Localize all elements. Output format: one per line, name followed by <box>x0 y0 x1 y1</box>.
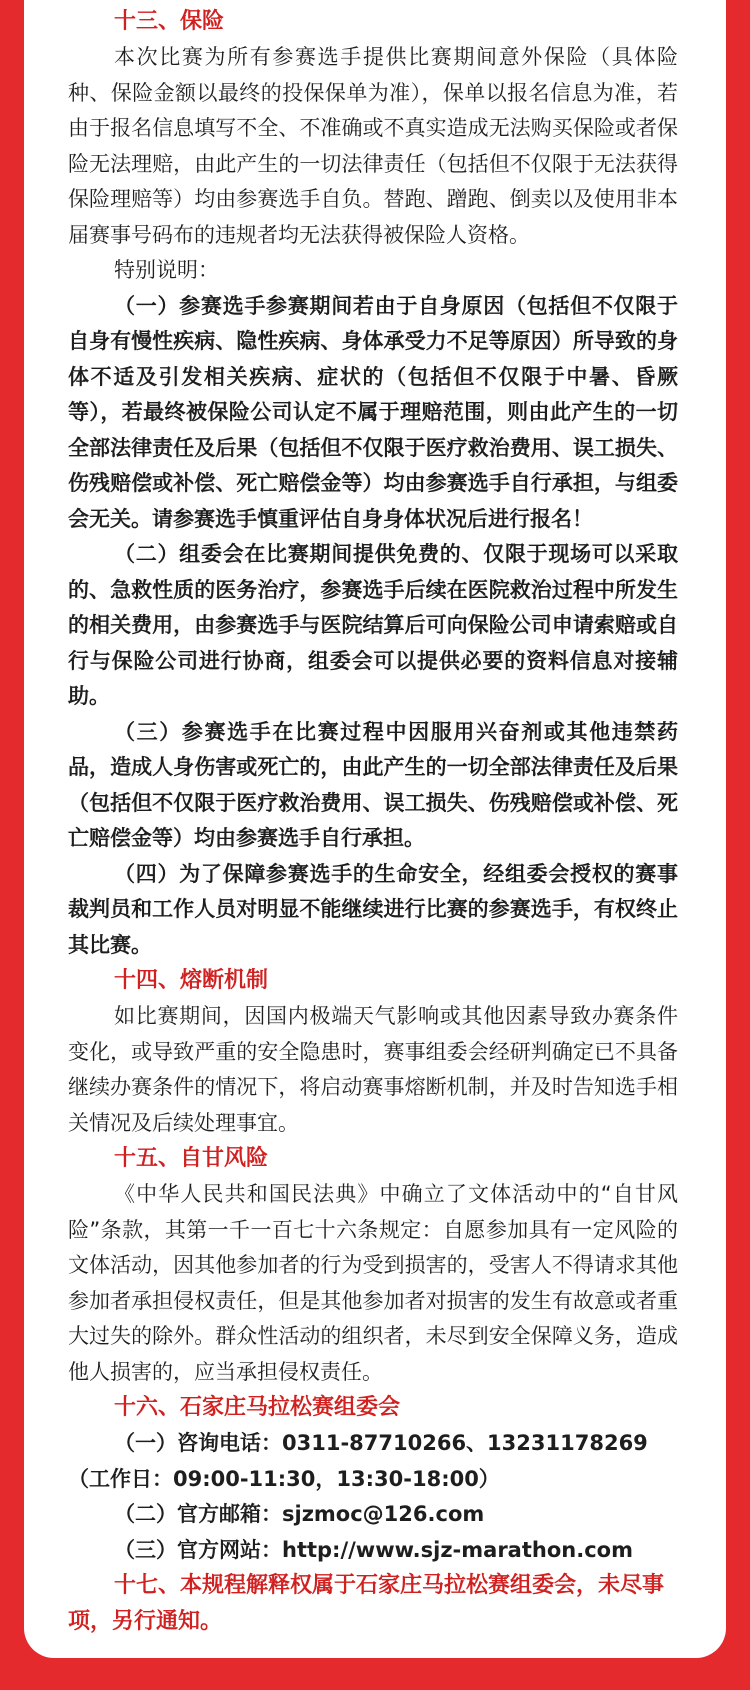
section-15-paragraph: 《中华人民共和国民法典》中确立了文体活动中的“自甘风险”条款，其第一千一百七十六条规定：自愿参加具有一定风险的文体活动，因其他参加者的行为受到损害的，受害人不得请求其他参加者承担侵权责任，但是其他参加者对损害的发生有故意或者重大过失的除外。群众性活动的组织者，未尽到安全保障义务，造成他人损害的，应当承担侵权责任。 <box>68 1182 678 1384</box>
special-note-label: 特别说明： <box>114 258 219 282</box>
note-item-4: （四）为了保障参赛选手的生命安全，经组委会授权的赛事裁判员和工作人员对明显不能继续进行比赛的参赛选手，有权终止其比赛。 <box>68 861 678 957</box>
note-item-1: （一）参赛选手参赛期间若由于自身原因（包括但不仅限于自身有慢性疾病、隐性疾病、身体承受力不足等原因）所导致的身体不适及引发相关疾病、症状的（包括但不仅限于中暑、昏厥等），若最终被保险公司认定不属于理赔范围，则由此产生的一切全部法律责任及后果（包括但不仅限于医疗救治费用、误工损失、伤残赔偿或补偿、死亡赔偿金等）均由参赛选手自行承担，与组委会无关。请参赛选手慎重评估自身身体状况后进行报名！ <box>68 293 678 531</box>
note-item-2: （二）组委会在比赛期间提供免费的、仅限于现场可以采取的、急救性质的医务治疗，参赛选手后续在医院救治过程中所发生的相关费用，由参赛选手与医院结算后可向保险公司申请索赔或自行与保险公司进行协商，组委会可以提供必要的资料信息对接辅助。 <box>68 542 678 708</box>
contact-website[interactable]: （三）官方网站：http://www.sjz-marathon.com <box>114 1537 633 1562</box>
section-16-title: 十六、石家庄马拉松赛组委会 <box>114 1395 401 1420</box>
section-13-paragraph: 本次比赛为所有参赛选手提供比赛期间意外保险（具体险种、保险金额以最终的投保保单为准），保单以报名信息为准，若由于报名信息填写不全、不准确或不真实造成无法购买保险或者保险无法理赔，由此产生的一切法律责任（包括但不仅限于无法获得保险理赔等）均由参赛选手自负。替跑、蹭跑、倒卖以及使用非本届赛事号码布的违规者均无法获得被保险人资格。 <box>68 45 678 247</box>
note-item-3: （三）参赛选手在比赛过程中因服用兴奋剂或其他违禁药品，造成人身伤害或死亡的，由此产生的一切全部法律责任及后果（包括但不仅限于医疗救治费用、误工损失、伤残赔偿或补偿、死亡赔偿金等）均由参赛选手自行承担。 <box>68 719 678 850</box>
section-13-title: 十三、保险 <box>114 9 225 34</box>
contact-email[interactable]: （二）官方邮箱：sjzmoc@126.com <box>114 1502 485 1526</box>
section-14-paragraph: 如比赛期间，因国内极端天气影响或其他因素导致办赛条件变化，或导致严重的安全隐患时，赛事组委会经研判确定已不具备继续办赛条件的情况下，将启动赛事熔断机制，并及时告知选手相关情况及后续处理事宜。 <box>68 1004 678 1135</box>
section-17-title: 十七、本规程解释权属于石家庄马拉松赛组委会，未尽事项，另行通知。 <box>68 1573 665 1634</box>
document-card <box>24 0 726 1658</box>
section-14-title: 十四、熔断机制 <box>114 968 269 993</box>
contact-phone: （一）咨询电话：0311-87710266、13231178269（工作日：09:00-11:30，13:30-18:00） <box>68 1431 648 1491</box>
section-15-title: 十五、自甘风险 <box>114 1146 269 1171</box>
